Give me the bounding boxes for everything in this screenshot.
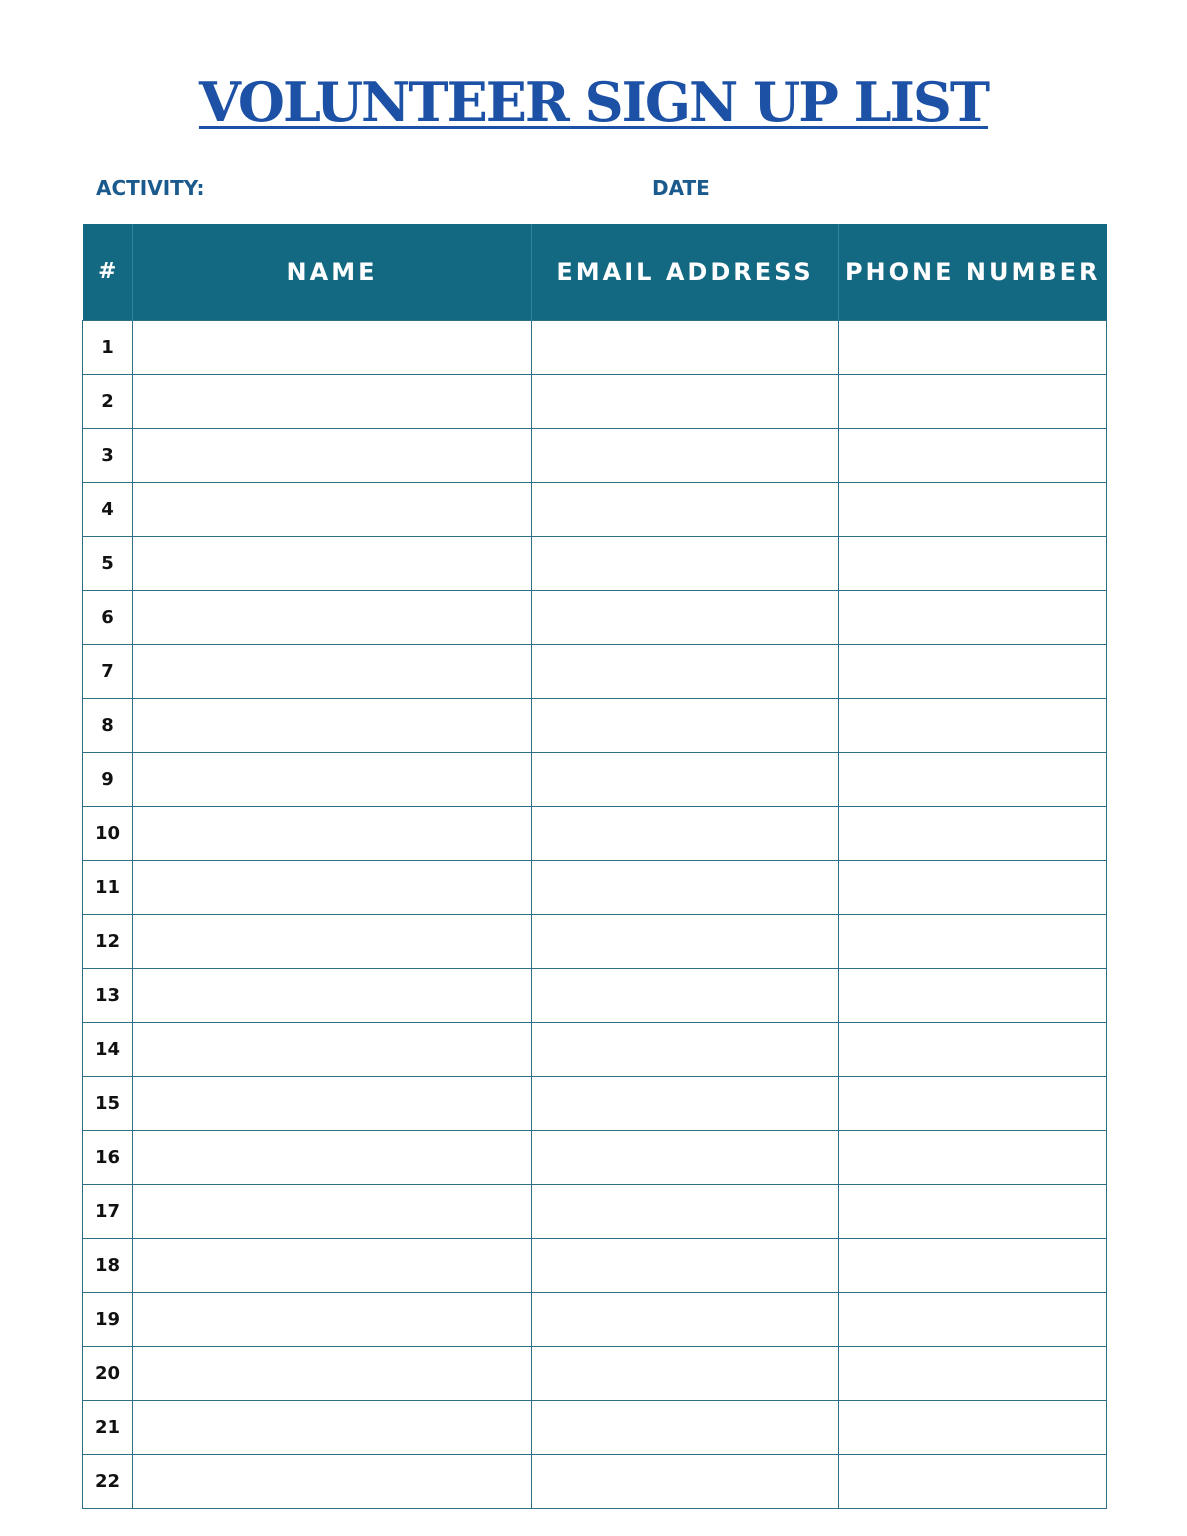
phone-cell[interactable] <box>839 753 1107 807</box>
name-cell[interactable] <box>133 1077 532 1131</box>
table-row <box>83 429 1107 483</box>
table-row <box>83 699 1107 753</box>
phone-cell[interactable] <box>839 375 1107 429</box>
header-phone: PHONE NUMBER <box>839 224 1107 321</box>
name-cell[interactable] <box>133 321 532 375</box>
name-cell[interactable] <box>133 537 532 591</box>
row-number: 2 <box>83 375 133 429</box>
name-cell[interactable] <box>133 429 532 483</box>
name-cell[interactable] <box>133 1131 532 1185</box>
row-number: 8 <box>83 699 133 753</box>
table-row <box>83 969 1107 1023</box>
email-cell[interactable] <box>532 645 839 699</box>
email-cell[interactable] <box>532 1185 839 1239</box>
row-number: 21 <box>83 1401 133 1455</box>
name-cell[interactable] <box>133 1347 532 1401</box>
phone-cell[interactable] <box>839 807 1107 861</box>
email-cell[interactable] <box>532 321 839 375</box>
name-cell[interactable] <box>133 1293 532 1347</box>
table-row <box>83 1455 1107 1509</box>
header-row <box>83 224 1107 321</box>
phone-cell[interactable] <box>839 969 1107 1023</box>
row-number: 11 <box>83 861 133 915</box>
name-cell[interactable] <box>133 807 532 861</box>
name-cell[interactable] <box>133 915 532 969</box>
name-cell[interactable] <box>133 969 532 1023</box>
table-row <box>83 321 1107 375</box>
name-cell[interactable] <box>133 591 532 645</box>
email-cell[interactable] <box>532 1239 839 1293</box>
row-number: 5 <box>83 537 133 591</box>
table-row <box>83 483 1107 537</box>
row-number: 18 <box>83 1239 133 1293</box>
email-cell[interactable] <box>532 1023 839 1077</box>
table-row <box>83 807 1107 861</box>
row-number: 20 <box>83 1347 133 1401</box>
phone-cell[interactable] <box>839 645 1107 699</box>
email-cell[interactable] <box>532 699 839 753</box>
name-cell[interactable] <box>133 375 532 429</box>
row-number: 10 <box>83 807 133 861</box>
row-number: 16 <box>83 1131 133 1185</box>
row-number: 22 <box>83 1455 133 1509</box>
table-row <box>83 537 1107 591</box>
signup-table <box>82 224 1107 1509</box>
phone-cell[interactable] <box>839 1023 1107 1077</box>
name-cell[interactable] <box>133 861 532 915</box>
table-row <box>83 1131 1107 1185</box>
name-cell[interactable] <box>133 753 532 807</box>
email-cell[interactable] <box>532 807 839 861</box>
name-cell[interactable] <box>133 1455 532 1509</box>
row-number: 13 <box>83 969 133 1023</box>
email-cell[interactable] <box>532 1131 839 1185</box>
row-number: 19 <box>83 1293 133 1347</box>
row-number: 7 <box>83 645 133 699</box>
name-cell[interactable] <box>133 1185 532 1239</box>
table-row <box>83 1023 1107 1077</box>
row-number: 9 <box>83 753 133 807</box>
row-number: 12 <box>83 915 133 969</box>
phone-cell[interactable] <box>839 699 1107 753</box>
phone-cell[interactable] <box>839 537 1107 591</box>
phone-cell[interactable] <box>839 1401 1107 1455</box>
phone-cell[interactable] <box>839 429 1107 483</box>
phone-cell[interactable] <box>839 483 1107 537</box>
email-cell[interactable] <box>532 375 839 429</box>
date-label: DATE <box>652 176 710 200</box>
row-number: 15 <box>83 1077 133 1131</box>
phone-cell[interactable] <box>839 1347 1107 1401</box>
phone-cell[interactable] <box>839 1131 1107 1185</box>
email-cell[interactable] <box>532 969 839 1023</box>
phone-cell[interactable] <box>839 1455 1107 1509</box>
email-cell[interactable] <box>532 1347 839 1401</box>
table-row <box>83 1185 1107 1239</box>
table-row <box>83 861 1107 915</box>
header-number: # <box>83 224 133 321</box>
phone-cell[interactable] <box>839 321 1107 375</box>
name-cell[interactable] <box>133 645 532 699</box>
email-cell[interactable] <box>532 915 839 969</box>
row-number: 3 <box>83 429 133 483</box>
email-cell[interactable] <box>532 537 839 591</box>
name-cell[interactable] <box>133 483 532 537</box>
table-row <box>83 1293 1107 1347</box>
email-cell[interactable] <box>532 591 839 645</box>
phone-cell[interactable] <box>839 1077 1107 1131</box>
name-cell[interactable] <box>133 1401 532 1455</box>
email-cell[interactable] <box>532 1401 839 1455</box>
row-number: 4 <box>83 483 133 537</box>
row-number: 14 <box>83 1023 133 1077</box>
name-cell[interactable] <box>133 699 532 753</box>
table-row <box>83 645 1107 699</box>
row-number: 1 <box>83 321 133 375</box>
table-row <box>83 915 1107 969</box>
phone-cell[interactable] <box>839 861 1107 915</box>
row-number: 6 <box>83 591 133 645</box>
table-row <box>83 753 1107 807</box>
email-cell[interactable] <box>532 483 839 537</box>
phone-cell[interactable] <box>839 591 1107 645</box>
phone-cell[interactable] <box>839 915 1107 969</box>
phone-cell[interactable] <box>839 1293 1107 1347</box>
table-row <box>83 591 1107 645</box>
name-cell[interactable] <box>133 1239 532 1293</box>
table-row <box>83 1077 1107 1131</box>
email-cell[interactable] <box>532 861 839 915</box>
table-row <box>83 1347 1107 1401</box>
phone-cell[interactable] <box>839 1185 1107 1239</box>
email-cell[interactable] <box>532 753 839 807</box>
table-row <box>83 1239 1107 1293</box>
table-row <box>83 375 1107 429</box>
email-cell[interactable] <box>532 1293 839 1347</box>
name-cell[interactable] <box>133 1023 532 1077</box>
email-cell[interactable] <box>532 1077 839 1131</box>
activity-label: ACTIVITY: <box>96 176 205 200</box>
email-cell[interactable] <box>532 429 839 483</box>
header-name: NAME <box>133 224 532 321</box>
page-title: VOLUNTEER SIGN UP LIST <box>198 70 989 134</box>
row-number: 17 <box>83 1185 133 1239</box>
email-cell[interactable] <box>532 1455 839 1509</box>
header-email: EMAIL ADDRESS <box>532 224 839 321</box>
table-row <box>83 1401 1107 1455</box>
phone-cell[interactable] <box>839 1239 1107 1293</box>
